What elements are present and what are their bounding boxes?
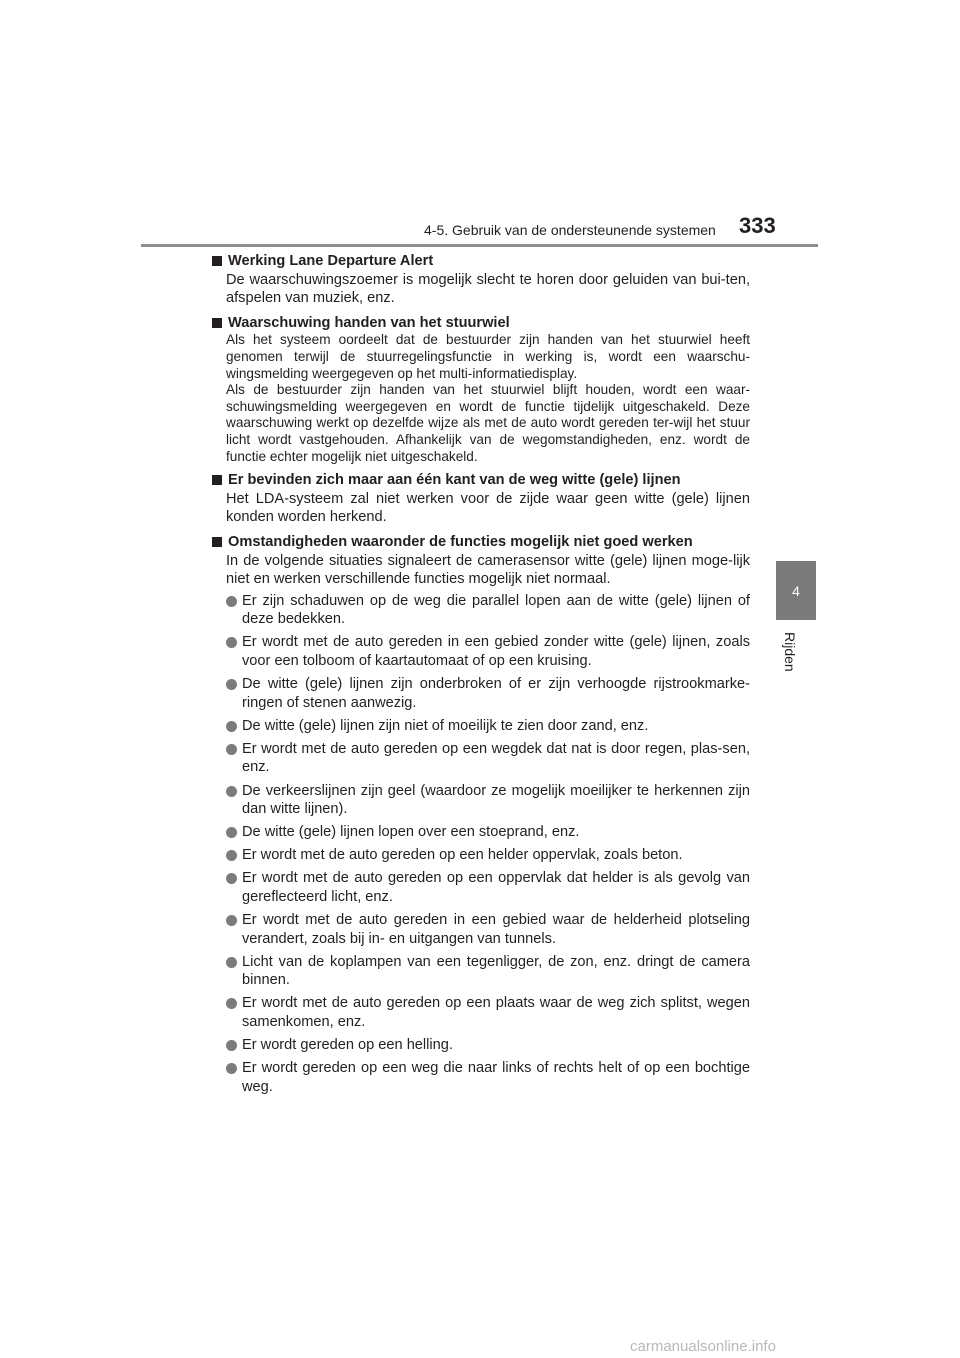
list-item: [226, 717, 750, 736]
bullet-dot-icon: [226, 873, 237, 884]
heading-text: Er bevinden zich maar aan één kant van de weg witte (gele) lijnen: [228, 472, 681, 489]
list-item: [226, 675, 750, 712]
header-divider: [141, 244, 818, 247]
square-bullet-icon: [212, 475, 222, 485]
list-item-text: Er wordt gereden op een weg die naar links of rechts helt of op een bochtige weg.: [242, 1060, 750, 1095]
bullet-dot-icon: [226, 957, 237, 968]
section-paragraph: Het LDA-systeem zal niet werken voor de zijde waar geen witte (gele) lijnen konden worden herkend.: [226, 490, 750, 526]
condition-list: [226, 592, 750, 1097]
list-item: [226, 740, 750, 777]
chapter-title: Rijden: [782, 632, 798, 672]
heading-text: Werking Lane Departure Alert: [228, 253, 434, 269]
list-item: [226, 592, 750, 629]
list-item-text: De verkeerslijnen zijn geel (waardoor ze mogelijk moeilijker te herkennen zijn dan witte lijnen).: [242, 782, 750, 818]
bullet-dot-icon: [226, 744, 237, 755]
list-item: [226, 823, 750, 842]
section-title: 4-5. Gebruik van de ondersteunende systemen: [424, 222, 716, 238]
list-item-text: De witte (gele) lijnen zijn niet of moeilijk te zien door zand, enz.: [242, 717, 649, 734]
list-item: [226, 869, 750, 906]
bullet-dot-icon: [226, 637, 237, 648]
list-item: [226, 994, 750, 1031]
section-paragraph: De waarschuwingszoemer is mogelijk slecht te horen door geluiden van bui-ten, afspelen van muziek, enz.: [226, 271, 750, 307]
bullet-dot-icon: [226, 998, 237, 1009]
list-item-text: Er zijn schaduwen op de weg die parallel lopen aan de witte (gele) lijnen of deze bedekken.: [242, 592, 750, 628]
watermark: carmanualsonline.info: [630, 1338, 776, 1355]
list-item-text: De witte (gele) lijnen lopen over een stoeprand, enz.: [242, 824, 580, 841]
page-content: [210, 252, 750, 1102]
list-item-text: Er wordt met de auto gereden op een wegdek dat nat is door regen, plas-sen, enz.: [242, 740, 750, 776]
section-paragraph: Als de bestuurder zijn handen van het stuurwiel blijft houden, wordt een waar-schuwingsmelding weergegeven en wordt de functie tijdelijk uitgeschakeld. Deze waarschuwing werkt op dezelfde wijze als met de auto wordt gereden ter-wijl het stuur licht wordt vastgehouden. Afhankelijk van de wegomstandigheden, enz. wordt de functie echter mogelijk niet uitgeschakeld.: [226, 382, 750, 464]
bullet-dot-icon: [226, 1040, 237, 1051]
section-paragraph: In de volgende situaties signaleert de camerasensor witte (gele) lijnen moge-lijk niet en werken verschillende functies mogelijk niet normaal.: [226, 552, 750, 588]
list-item-text: Er wordt gereden op een helling.: [242, 1037, 453, 1054]
list-item-text: Er wordt met de auto gereden op een plaats waar de weg zich splitst, wegen samenkomen, enz.: [242, 995, 750, 1031]
list-item: [226, 633, 750, 670]
bullet-dot-icon: [226, 850, 237, 861]
section-heading: [210, 471, 750, 490]
square-bullet-icon: [212, 537, 222, 547]
list-item: [226, 911, 750, 948]
section-heading: [210, 314, 750, 333]
bullet-dot-icon: [226, 596, 237, 607]
square-bullet-icon: [212, 256, 222, 266]
list-item-text: De witte (gele) lijnen zijn onderbroken of er zijn verhoogde rijstrookmarke-ringen of stenen aanwezig.: [242, 676, 750, 711]
list-item: [226, 782, 750, 819]
bullet-dot-icon: [226, 915, 237, 926]
list-item-text: Er wordt met de auto gereden op een helder oppervlak, zoals beton.: [242, 847, 683, 864]
section-lane-departure-alert: [210, 252, 750, 308]
section-heading: [210, 533, 750, 552]
heading-text: Waarschuwing handen van het stuurwiel: [228, 314, 510, 331]
bullet-dot-icon: [226, 679, 237, 690]
page-number: 333: [739, 213, 776, 238]
bullet-dot-icon: [226, 827, 237, 838]
chapter-number: 4: [792, 582, 800, 599]
list-item-text: Licht van de koplampen van een tegenligger, de zon, enz. dringt de camera binnen.: [242, 953, 750, 989]
chapter-tab: [776, 561, 816, 620]
list-item: [226, 846, 750, 865]
section-heading: [210, 252, 750, 271]
bullet-dot-icon: [226, 1063, 237, 1074]
list-item-text: Er wordt met de auto gereden op een oppervlak dat helder is als gevolg van gereflecteerd licht, enz.: [242, 870, 750, 905]
list-item-text: Er wordt met de auto gereden in een gebied zonder witte (gele) lijnen, zoals voor een tolboom of kaartautomaat of op een kruising.: [242, 634, 750, 669]
list-item: [226, 1036, 750, 1055]
section-paragraph: Als het systeem oordeelt dat de bestuurder zijn handen van het stuurwiel heeft genomen terwijl de stuurregelingsfunctie in werking is, wordt een waarschu-wingsmelding weergegeven op het multi-informatiedisplay.: [226, 332, 750, 381]
heading-text: Omstandigheden waaronder de functies mogelijk niet goed werken: [228, 533, 693, 550]
section-hands-off-warning: [210, 314, 750, 465]
square-bullet-icon: [212, 318, 222, 328]
list-item-text: Er wordt met de auto gereden in een gebied waar de helderheid plotseling verandert, zoals bij in- en uitgangen van tunnels.: [242, 912, 750, 947]
list-item: [226, 1059, 750, 1096]
bullet-dot-icon: [226, 721, 237, 732]
bullet-dot-icon: [226, 786, 237, 797]
section-one-side-lines: [210, 471, 750, 527]
list-item: [226, 953, 750, 990]
section-conditions: [210, 533, 750, 1097]
